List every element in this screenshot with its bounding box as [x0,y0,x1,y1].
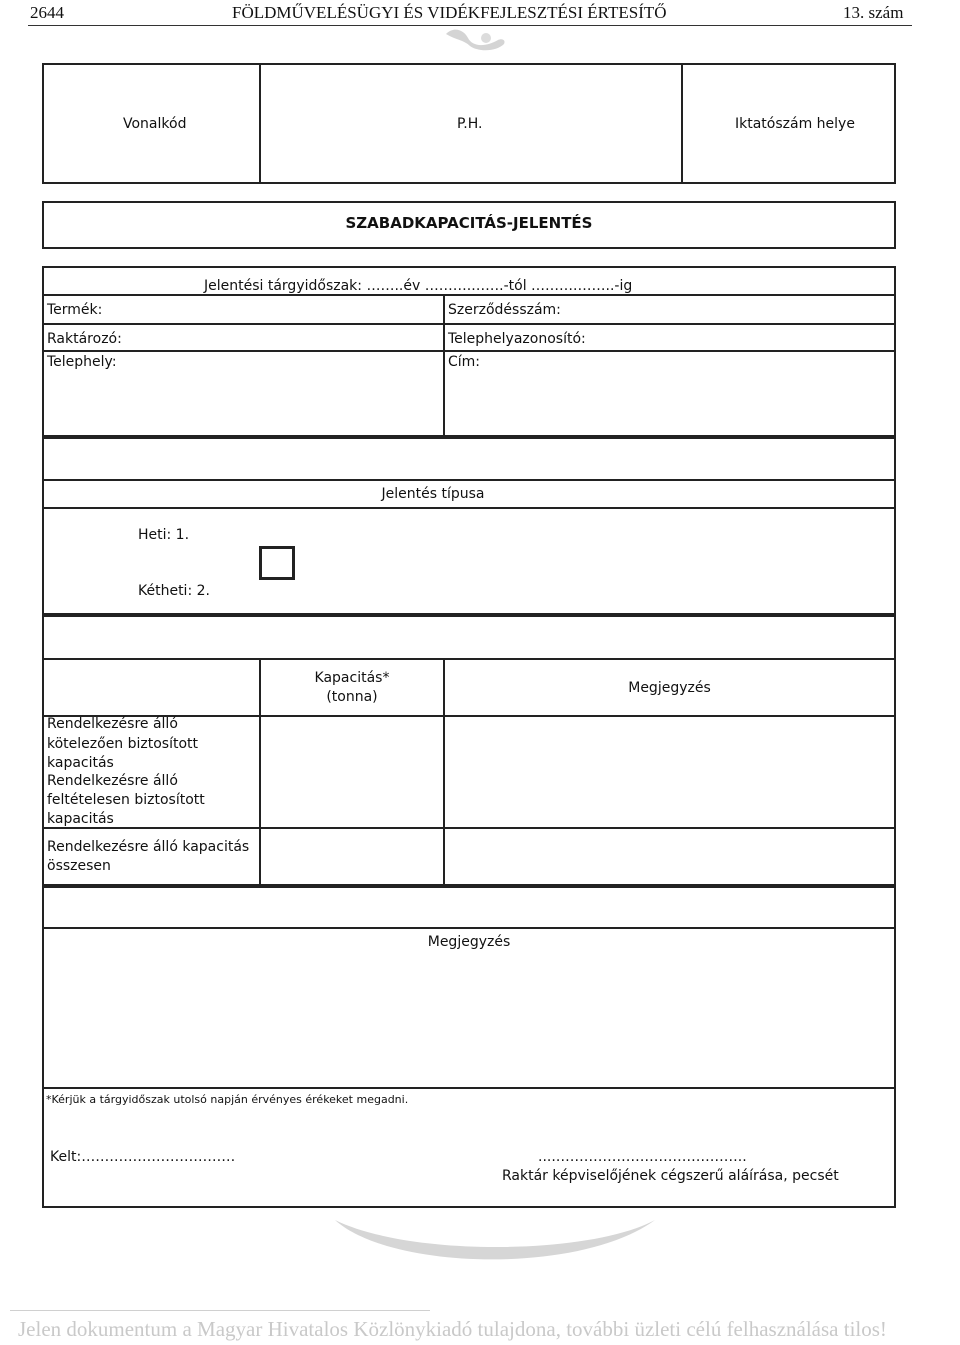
divider [42,350,896,352]
product-field[interactable]: Termék: [47,302,103,318]
divider [42,658,896,660]
capacity-unit-header: (tonna) [326,689,378,705]
weekly-option: Heti: 1. [138,527,190,543]
divider [42,827,896,829]
divider [681,63,683,184]
divider [42,1087,896,1089]
divider [42,479,896,481]
divider [443,294,445,437]
note-column-header: Megjegyzés [628,680,711,696]
stamp-label: P.H. [457,116,483,132]
footer-rule [10,1310,430,1311]
report-type-heading: Jelentés típusa [381,486,485,502]
table-row-label: Rendelkezésre álló [47,773,178,789]
table-row-label: Rendelkezésre álló [47,716,178,732]
date-field[interactable]: Kelt:…………………………… [50,1149,236,1165]
divider [259,63,261,184]
biweekly-option: Kétheti: 2. [138,583,210,599]
divider [42,323,896,325]
warehouse-keeper-field[interactable]: Raktározó: [47,331,122,347]
address-field[interactable]: Cím: [448,354,481,370]
signature-line[interactable]: ....………………………………….. [538,1149,747,1165]
divider [42,927,896,929]
table-row-label: kapacitás [47,811,114,827]
divider [42,507,896,509]
table-row-label: feltételesen biztosított [47,792,205,808]
report-type-checkbox[interactable] [259,546,295,580]
site-id-field[interactable]: Telephelyazonosító: [448,331,586,347]
note-heading: Megjegyzés [427,934,511,950]
issue-number: 13. szám [843,3,904,22]
signature-caption: Raktár képviselőjének cégszerű aláírása, pecsét [502,1168,839,1184]
page-number: 2644 [30,3,64,22]
table-row-label: összesen [47,858,111,874]
contract-number-field[interactable]: Szerződésszám: [448,302,561,318]
capacity-column-header: Kapacitás* [314,670,390,686]
table-row-label: kapacitás [47,755,114,771]
footer-watermark: Jelen dokumentum a Magyar Hivatalos Közlönykiadó tulajdona, további üzleti célú felhasználása tilos! [18,1317,887,1341]
watermark-logo-icon [440,26,510,54]
footnote: *Kérjük a tárgyidőszak utolsó napján érvényes érékeket megadni. [46,1093,409,1106]
period-line[interactable]: Jelentési tárgyidőszak: ……..év ……….…….-tól ……….……..-ig [204,278,633,294]
barcode-label: Vonalkód [123,116,187,132]
table-row-label: Rendelkezésre álló kapacitás [47,839,250,855]
site-field[interactable]: Telephely: [47,354,117,370]
table-row-label: kötelezően biztosított [47,736,199,752]
watermark-swoosh-icon [330,1215,660,1275]
filing-number-label: Iktatószám helye [735,116,855,132]
journal-title: FÖLDMŰVELÉSÜGYI ÉS VIDÉKFEJLESZTÉSI ÉRTESÍTŐ [232,3,667,22]
form-title: SZABADKAPACITÁS-JELENTÉS [345,214,593,232]
